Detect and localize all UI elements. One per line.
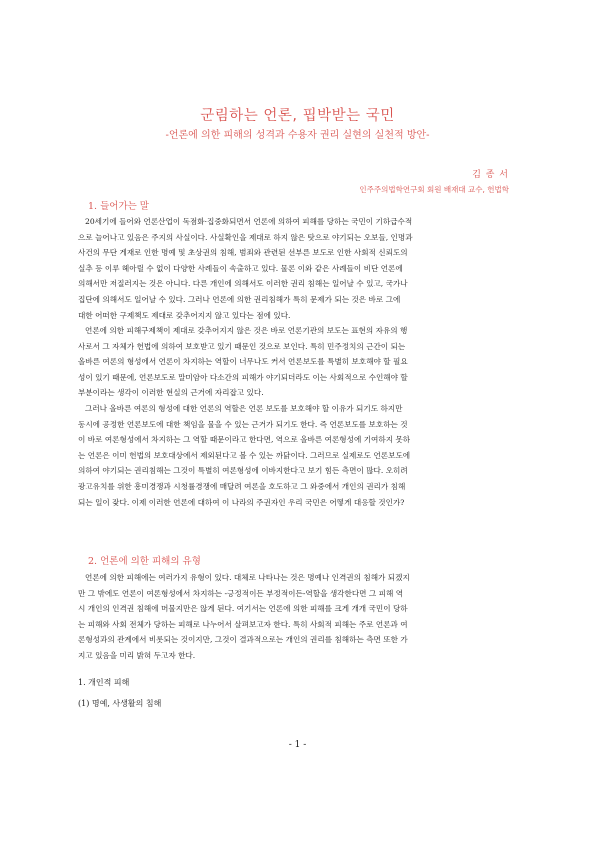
section-2-paragraph-1: [78, 570, 515, 664]
text-line: 올바른 여론의 형성에서 언론이 차지하는 역할이 너무나도 커서 언론보도를 특별히 보호해야 할 필요: [78, 357, 408, 367]
text-line: 실추 등 이루 헤아릴 수 없이 다양한 사례들이 속출하고 있다. 물론 이와 같은 사례들이 비단 언론에: [78, 263, 403, 273]
text-line: 지고 있음을 미리 밝혀 두고자 한다.: [78, 650, 196, 660]
document-subtitle: -언론에 의한 피해의 성격과 수용자 권리 실현의 실천적 방안-: [165, 130, 430, 141]
text-line: 되는 일이 잦다. 이제 이러한 언론에 대하여 이 나라의 주권자인 우리 국민은 어떻게 대응할 것인가?: [78, 497, 405, 507]
text-line: 으로 늘어나고 있음은 주지의 사실이다. 사실확인을 제대로 하지 않은 탓으로 야기되는 오보들, 인명과: [78, 232, 413, 242]
text-line: 동시에 공정한 언론보도에 대한 책임을 물을 수 있는 근거가 되기도 한다. 즉 언론보도를 보호하는 것: [78, 419, 408, 429]
text-line: 성이 있기 때문에, 언론보도로 말미암아 다소간의 피해가 야기되더라도 이는 사회적으로 수인해야 할: [78, 372, 408, 382]
text-line: 언론에 의한 피해에는 여러가지 유형이 있다. 대체로 나타나는 것은 명예나 인격권의 침해가 되겠지: [85, 573, 410, 582]
section-1-paragraph-3: [78, 401, 515, 510]
text-line: 는 언론은 이미 헌법의 보호대상에서 제외된다고 볼 수 있는 까닭이다. 그러므로 실제로도 언론보도에: [78, 450, 411, 460]
text-line: 언론에 의한 피해구제책이 제대로 갖추어지지 않은 것은 바로 언론기관의 보도는 표현의 자유의 행: [85, 326, 408, 335]
text-line: 시 개인의 인격권 침해에 머물지만은 않게 된다. 여기서는 언론에 의한 피해를 크게 개개 국민이 당하: [78, 604, 408, 614]
text-line: 의하여 야기되는 권리침해는 그것이 특별히 여론형성에 이바지한다고 보기 힘든 측면이 많다. 오히려: [78, 466, 408, 476]
text-line: 부분이라는 생각이 이러한 현실의 근거에 자리잡고 있다.: [78, 388, 264, 398]
text-line: 는 피해와 사회 전체가 당하는 피해로 나누어서 살펴보고자 한다. 특히 사회적 피해는 주로 언론과 여: [78, 619, 408, 629]
subsubsection-heading: (1) 명예, 사생활의 침해: [78, 699, 162, 708]
text-line: 사로서 그 자체가 헌법에 의하여 보호받고 있기 때문인 것으로 보인다. 특히 민주정치의 근간이 되는: [78, 341, 406, 351]
text-line: 사건의 무단 게재로 인한 명예 및 초상권의 침해, 범죄와 관련된 선부른 보도로 인한 사회적 신뢰도의: [78, 248, 408, 258]
page-number: - 1 -: [288, 740, 307, 750]
author-name: 김 종 서: [472, 170, 509, 180]
document-title: 군림하는 언론, 핍박받는 국민: [200, 108, 395, 124]
subsection-heading: 1. 개인적 피해: [78, 678, 130, 687]
section-1-paragraph-1: [78, 214, 515, 323]
section-2-heading: 2. 언론에 의한 피해의 유형: [88, 556, 201, 567]
text-line: 만 그 밖에도 언론이 여론형성에서 차지하는 -긍정적이든 부정적이든-역할을 생각한다면 그 피해 역: [78, 588, 404, 598]
text-line: 대한 어떠한 구제책도 제대로 갖추어지지 않고 있다는 점에 있다.: [78, 310, 291, 320]
section-1-heading: 1. 들어가는 말: [88, 201, 149, 212]
text-line: 그러나 올바른 여론의 형성에 대한 언론의 역할은 언론 보도를 보호해야 할 이유가 되기도 하지만: [85, 404, 403, 413]
text-line: 집단에 의해서도 일어날 수 있다. 그러나 언론에 의한 권리침해가 특히 문제가 되는 것은 바로 그에: [78, 294, 401, 304]
text-line: 의해서만 저질러지는 것은 아니다. 다른 개인에 의해서도 이러한 권리 침해는 일어날 수 있고, 국가나: [78, 279, 408, 289]
section-1-paragraph-2: [78, 323, 515, 401]
text-line: 이 바로 여론형성에서 차지하는 그 역할 때문이라고 한다면, 역으로 올바른 여론형성에 기여하지 못하: [78, 435, 411, 445]
text-line: 론형성과의 관계에서 비롯되는 것이지만, 그것이 결과적으로는 개인의 권리를 침해하는 측면 또한 가: [78, 635, 408, 645]
author-affiliation: 인주주의법학연구회 회원 배재대 교수, 헌법학: [359, 185, 509, 194]
text-line: 광고유치를 위한 흥미경쟁과 시청률경쟁에 매달려 여론을 호도하고 그 와중에서 개인의 권리가 침해: [78, 481, 406, 491]
text-line: 20세기에 들어와 언론산업이 독점화·집중화되면서 언론에 의하여 피해를 당하는 국민이 기하급수적: [85, 217, 413, 226]
